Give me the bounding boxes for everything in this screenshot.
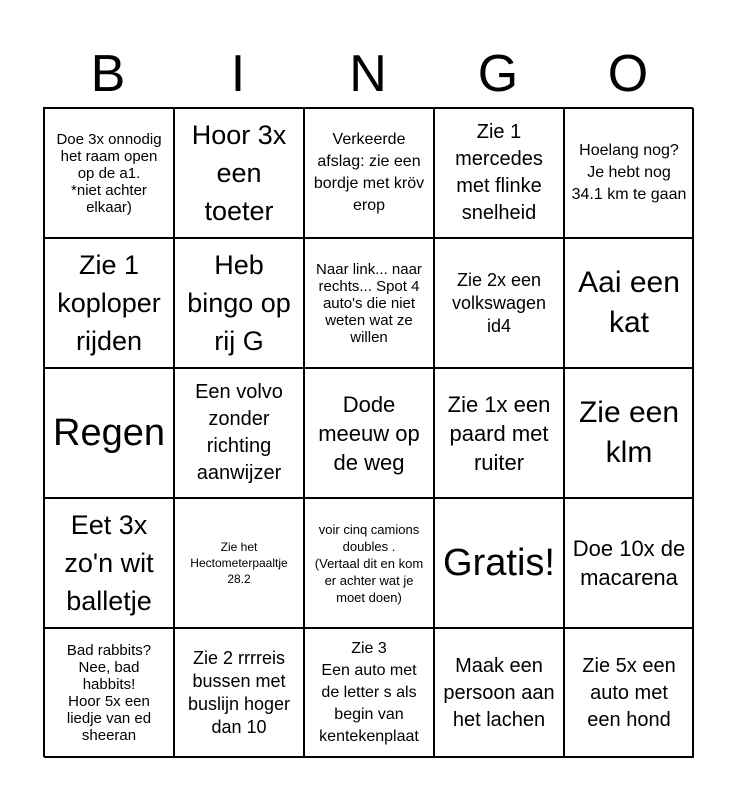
bingo-cell[interactable]: Hoor 3x een toeter [174, 108, 304, 238]
bingo-cell[interactable]: Zie 2x een volkswagen id4 [434, 238, 564, 368]
bingo-header [43, 40, 693, 108]
bingo-cell[interactable]: Een volvo zonder richting aanwijzer [174, 368, 304, 498]
bingo-cell[interactable]: Zie 2 rrrreis bussen met buslijn hoger dan 10 [174, 628, 304, 758]
bingo-cell[interactable]: voir cinq camions doubles . (Vertaal dit en kom er achter wat je moet doen) [304, 498, 434, 628]
bingo-cell[interactable]: Zie 1x een paard met ruiter [434, 368, 564, 498]
header-letter-b: B [90, 45, 126, 103]
bingo-cell[interactable]: Aai een kat [564, 238, 694, 368]
bingo-cell[interactable]: Zie 5x een auto met een hond [564, 628, 694, 758]
header-letter-o: O [607, 45, 649, 103]
header-letter-g: G [477, 45, 519, 103]
bingo-cell[interactable]: Gratis! [434, 498, 564, 628]
bingo-cell[interactable]: Naar link... naar rechts... Spot 4 auto's die niet weten wat ze willen [304, 238, 434, 368]
bingo-cell[interactable]: Verkeerde afslag: zie een bordje met kröv erop [304, 108, 434, 238]
header-letter-i: I [230, 45, 246, 103]
bingo-cell[interactable]: Dode meeuw op de weg [304, 368, 434, 498]
bingo-cell[interactable]: Zie 3 Een auto met de letter s als begin van kentekenplaat [304, 628, 434, 758]
bingo-cell[interactable]: Zie 1 koploper rijden [44, 238, 174, 368]
header-letter-n: N [349, 45, 387, 103]
bingo-cell[interactable]: Zie 1 mercedes met flinke snelheid [434, 108, 564, 238]
bingo-cell[interactable]: Bad rabbits? Nee, bad habbits! Hoor 5x een liedje van ed sheeran [44, 628, 174, 758]
bingo-cell[interactable]: Regen [44, 368, 174, 498]
bingo-cell[interactable]: Zie een klm [564, 368, 694, 498]
bingo-cell[interactable]: Hoelang nog? Je hebt nog 34.1 km te gaan [564, 108, 694, 238]
bingo-card [43, 107, 693, 757]
bingo-cell[interactable]: Doe 10x de macarena [564, 498, 694, 628]
bingo-cell[interactable]: Heb bingo op rij G [174, 238, 304, 368]
bingo-cell[interactable]: Doe 3x onnodig het raam open op de a1. *niet achter elkaar) [44, 108, 174, 238]
bingo-cell[interactable]: Maak een persoon aan het lachen [434, 628, 564, 758]
bingo-cell[interactable]: Zie het Hectometerpaaltje 28.2 [174, 498, 304, 628]
bingo-cell[interactable]: Eet 3x zo'n wit balletje [44, 498, 174, 628]
